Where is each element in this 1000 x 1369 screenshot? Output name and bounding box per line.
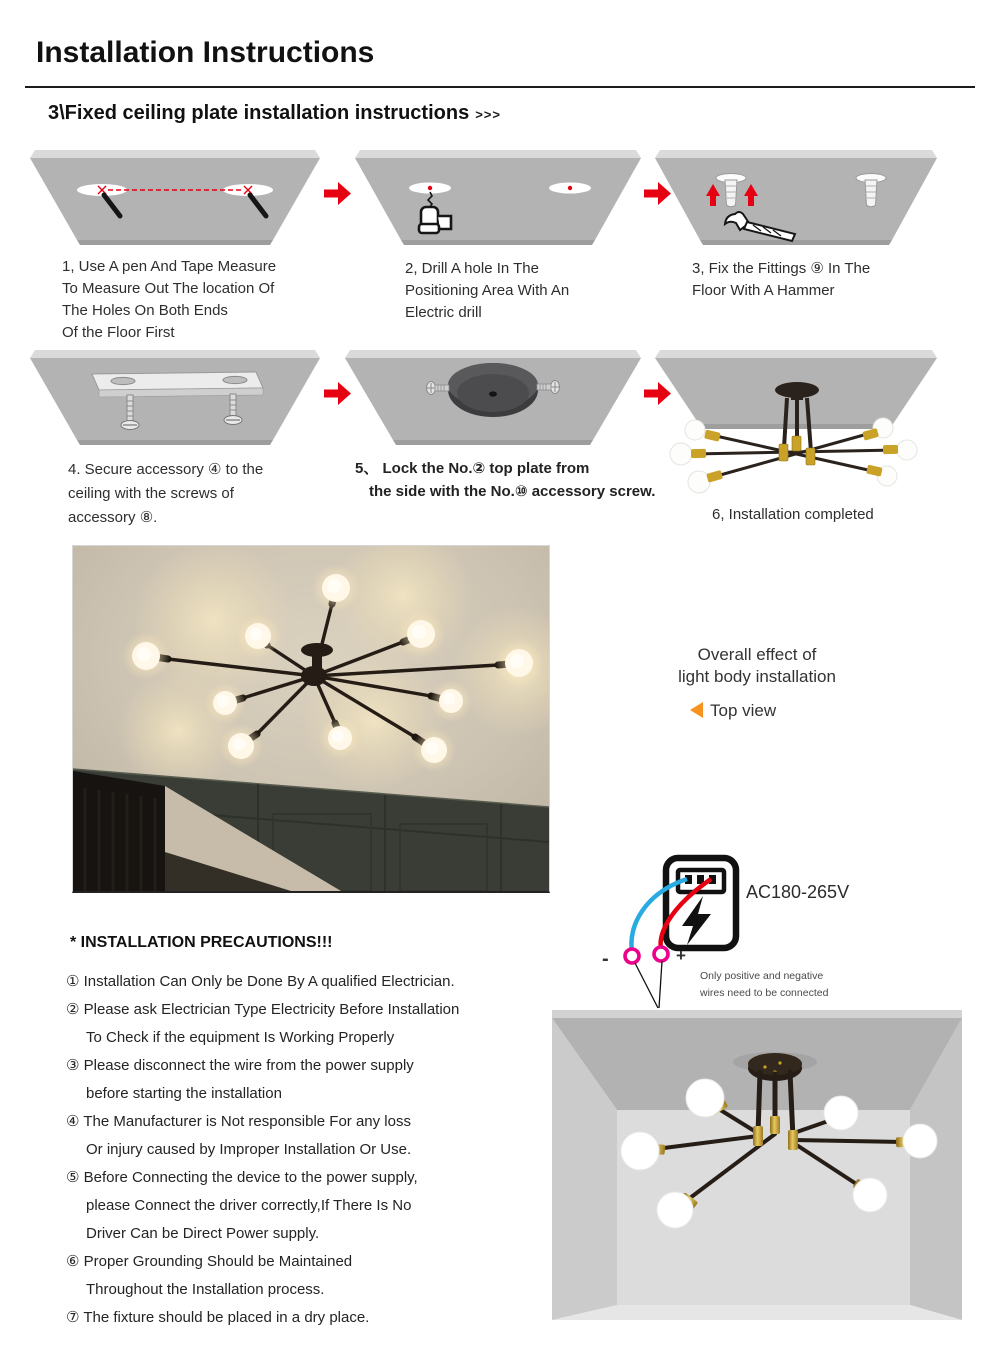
voltage-label: AC180-265V	[746, 882, 850, 902]
step2-caption: 2, Drill A hole In The Positioning Area With An Electric drill	[405, 260, 570, 321]
step6-caption: 6, Installation completed	[712, 506, 874, 523]
page-title: Installation Instructions	[36, 36, 375, 69]
section-heading	[48, 102, 501, 125]
step5-illustration	[345, 350, 641, 446]
step1-illustration	[30, 150, 320, 246]
top-view-label: Top view	[690, 701, 776, 721]
room-render	[552, 1010, 962, 1320]
mounting-bracket-icon	[92, 372, 263, 397]
arrow-right-icon	[324, 182, 351, 205]
precaution-item: ① Installation Can Only be Done By A qualified Electrician.	[66, 973, 455, 990]
step3-illustration	[655, 150, 937, 260]
wire-connector-icon	[654, 947, 668, 961]
ceiling-photo-render	[73, 546, 549, 891]
power-supply-icon	[666, 858, 736, 948]
step6-illustration	[655, 350, 937, 502]
precaution-item: ③ Please disconnect the wire from the power supply	[66, 1057, 414, 1074]
precautions-title: * INSTALLATION PRECAUTIONS!!!	[70, 934, 333, 951]
step5-caption: 5、 Lock the No.② top plate from the side with the No.⑩ accessory screw.	[355, 460, 656, 500]
wire-connector-icon	[625, 949, 639, 963]
title-divider	[25, 86, 975, 88]
precaution-item: ④ The Manufacturer is Not responsible For any loss	[66, 1113, 411, 1130]
top-view-triangle-icon	[690, 702, 703, 718]
pointer-line	[635, 963, 658, 1008]
photo-caption: Overall effect of light body installation	[678, 645, 836, 686]
minus-label: -	[602, 948, 609, 970]
precaution-item: ⑤ Before Connecting the device to the power supply,	[66, 1169, 418, 1186]
section-title: 3\Fixed ceiling plate installation instructions	[48, 102, 470, 124]
plus-label: +	[676, 946, 686, 965]
step1-caption: 1, Use A pen And Tape Measure To Measure Out The location Of The Holes On Both Ends Of the Floor First	[62, 258, 277, 341]
precautions-list: ① Installation Can Only be Done By A qualified Electrician. ② Please ask Electrician Type Electricity Before Installation To Check if the equipment Is Working Properly ③ Please disconnect the wire from the power supply before starting the installation ④ The Manufacturer is Not responsible For any loss Or injury caused by Improper Installation Or Use. ⑤ Before Connecting the device to the power supply, please Connect the driver correctly,If There Is No Driver Can be Direct Power supply. ⑥ Proper Grounding Should be Maintained Throughout the Installation process. ⑦ The fixture should be placed in a dry place.	[66, 968, 459, 1332]
canopy-plate-icon	[448, 363, 538, 417]
chevrons-icon: >>>	[475, 107, 501, 122]
step2-illustration	[355, 150, 641, 246]
ceiling-photo	[72, 545, 550, 893]
step4-caption: 4. Secure accessory ④ to the ceiling with the screws of accessory ⑧.	[68, 461, 264, 526]
precaution-item: ⑥ Proper Grounding Should be Maintained	[66, 1253, 353, 1270]
precaution-item: ⑦ The fixture should be placed in a dry place.	[66, 1309, 370, 1326]
precaution-item: ② Please ask Electrician Type Electricity Before Installation	[66, 1001, 460, 1018]
step4-illustration	[30, 350, 320, 446]
step3-caption: 3, Fix the Fittings ⑨ In The Floor With A Hammer	[692, 260, 871, 299]
wiring-note: Only positive and negative wires need to be connected	[700, 970, 829, 999]
pointer-line	[659, 961, 662, 1008]
